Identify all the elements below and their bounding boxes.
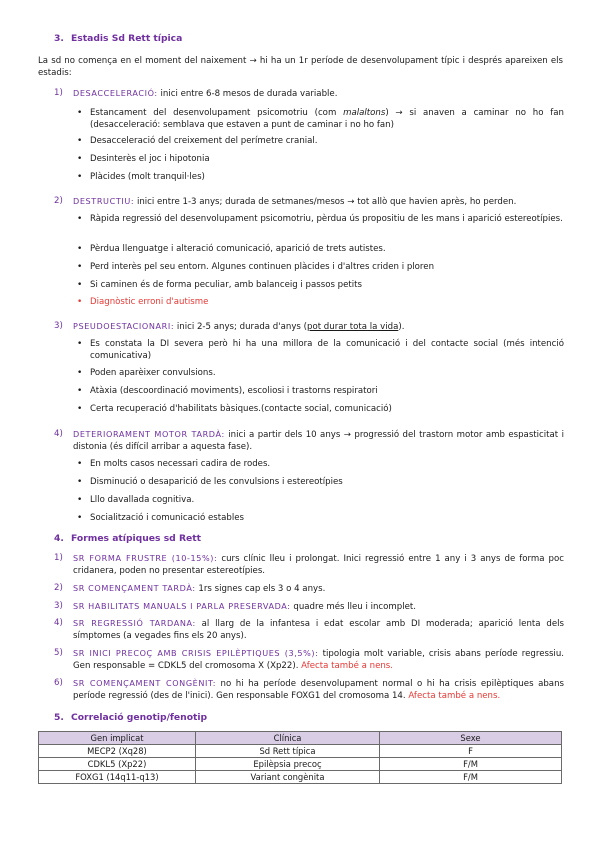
section-5-title: 5. Correlació genotip/fenotip xyxy=(54,712,208,723)
list-item: • Poden aparèixer convulsions. xyxy=(90,367,564,379)
atypical-form-1: 1) SR FORMA FRUSTRE (10-15%): curs clínic lleu i prolongat. Inici regressió entre 1 any i 3 anys de forma poc cridanera, poden no presentar estereotípies. xyxy=(54,553,564,577)
table-cell: F/M xyxy=(380,771,562,784)
list-item: • Perd interès pel seu entorn. Algunes continuen plàcides i d'altres criden i ploren xyxy=(90,261,564,273)
genotype-phenotype-table xyxy=(38,731,562,784)
table-cell: Sd Rett típica xyxy=(196,745,380,758)
table-header-cell: Sexe xyxy=(380,732,562,745)
list-item: • Certa recuperació d'habilitats bàsiques.(contacte social, comunicació) xyxy=(90,403,564,415)
atypical-form-5: 5) SR INICI PRECOÇ AMB CRISIS EPILÈPTIQUES (3,5%): tipologia molt variable, crisis abans període regressiu. Gen responsable = CDKL5 del cromosoma X (Xp22). Afecta també a nens. xyxy=(54,648,564,672)
phase-2: 2) DESTRUCTIU: inici entre 1-3 anys; durada de setmanes/mesos → tot allò que havien après, ho perden. xyxy=(54,196,517,207)
table-cell: CDKL5 (Xp22) xyxy=(39,758,196,771)
list-item: • Atàxia (descoordinació moviments), escoliosi i trastorns respiratori xyxy=(90,385,564,397)
phase-3: 3) PSEUDOESTACIONARI: inici 2-5 anys; durada d'anys (pot durar tota la vida). xyxy=(54,321,405,332)
list-item: • Estancament del desenvolupament psicomotriu (com malaltons) → si anaven a caminar no ho fan (desacceleració: semblava que estaven a punt de caminar i no ho fan) xyxy=(90,107,564,132)
phase-4-label: DETERIORAMENT MOTOR TARDÀ: xyxy=(73,429,225,439)
atypical-form-6: 6) SR COMENÇAMENT CONGÈNIT: no hi ha període desenvolupament normal o hi ha crisis epilèptiques abans període regressió (des de l'inici). Gen responsable FOXG1 del cromosoma 14. Afecta també a nens. xyxy=(54,678,564,702)
phase-3-label: PSEUDOESTACIONARI: xyxy=(73,321,175,331)
table-row xyxy=(39,745,562,758)
list-item: • Pèrdua llenguatge i alteració comunicació, aparició de trets autistes. xyxy=(90,243,564,255)
table-header-row xyxy=(39,732,562,745)
list-item: • Diagnòstic erroni d'autisme xyxy=(90,296,564,308)
atypical-form-2: 2) SR COMENÇAMENT TARDÀ: 1rs signes cap els 3 o 4 anys. xyxy=(54,583,326,594)
list-item: • Si caminen és de forma peculiar, amb balanceig i passos petits xyxy=(90,279,564,291)
table-cell: Epilèpsia precoç xyxy=(196,758,380,771)
atypical-form-3: 3) SR HABILITATS MANUALS I PARLA PRESERVADA: quadre més lleu i incomplet. xyxy=(54,601,417,612)
table-cell: Variant congènita xyxy=(196,771,380,784)
table-cell: F xyxy=(380,745,562,758)
phase-1: 1) DESACCELERACIÓ: inici entre 6-8 mesos de durada variable. xyxy=(54,88,338,99)
table-row xyxy=(39,771,562,784)
list-item: • Desinterès el joc i hipotonia xyxy=(90,153,564,165)
list-item: • Lllo davallada cognitiva. xyxy=(90,494,564,506)
atypical-form-4: 4) SR REGRESSIÓ TARDANA: al llarg de la infantesa i edat escolar amb DI moderada; aparició lenta dels símptomes (a vegades fins els 20 anys). xyxy=(54,618,564,642)
intro-paragraph: La sd no comença en el moment del naixement → hi ha un 1r període de desenvolupament típic i després apareixen els estadis: xyxy=(38,56,563,79)
table-cell: FOXG1 (14q11-q13) xyxy=(39,771,196,784)
list-item: • Disminució o desaparició de les convulsions i estereotípies xyxy=(90,476,564,488)
phase-4: 4) DETERIORAMENT MOTOR TARDÀ: inici a partir dels 10 anys → progressió del trastorn motor amb espasticitat i distonia (és difícil arribar a aquesta fase). xyxy=(54,429,564,453)
phase-2-label: DESTRUCTIU: xyxy=(73,196,135,206)
section-3-title: 3. Estadis Sd Rett típica xyxy=(54,33,183,44)
table-header-cell: Gen implicat xyxy=(39,732,196,745)
list-item: • Ràpida regressió del desenvolupament psicomotriu, pèrdua ús propositiu de les mans i aparició estereotípies. xyxy=(90,213,564,225)
table-cell: MECP2 (Xq28) xyxy=(39,745,196,758)
list-item: • Socialització i comunicació estables xyxy=(90,512,564,524)
table-row xyxy=(39,758,562,771)
table-header-cell: Clínica xyxy=(196,732,380,745)
list-item: • En molts casos necessari cadira de rodes. xyxy=(90,458,564,470)
list-item: • Es constata la DI severa però hi ha una millora de la comunicació i del contacte social (més intenció comunicativa) xyxy=(90,338,564,363)
section-4-title: 4. Formes atípiques sd Rett xyxy=(54,533,202,544)
list-item: • Desacceleració del creixement del perímetre cranial. xyxy=(90,135,564,147)
list-item: • Plàcides (molt tranquil·les) xyxy=(90,171,564,183)
phase-1-label: DESACCELERACIÓ: xyxy=(73,88,158,98)
table-cell: F/M xyxy=(380,758,562,771)
